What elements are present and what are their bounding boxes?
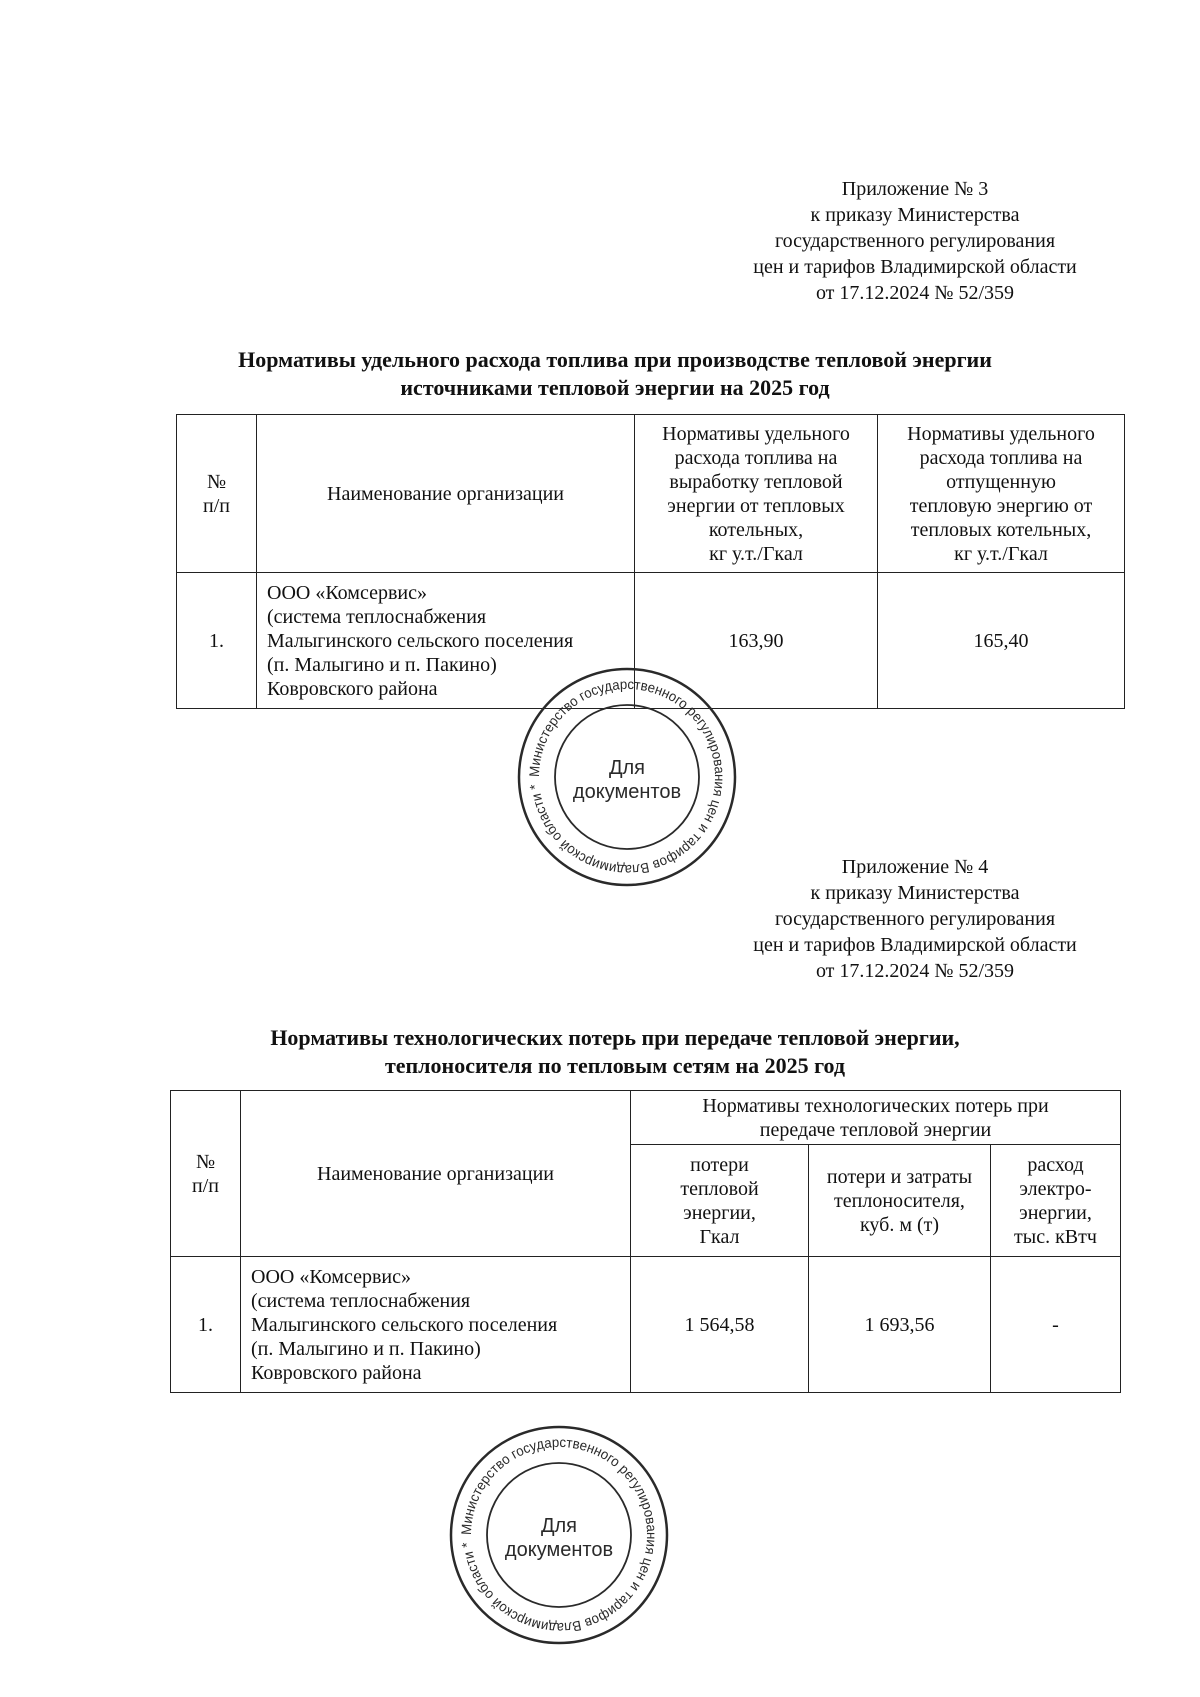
table-3-title <box>120 346 1110 402</box>
header-num-line-2: п/п <box>192 1174 219 1197</box>
appendix-4-line-1: Приложение № 4 <box>841 856 989 878</box>
org-line: (система теплоснабжения <box>251 1289 471 1312</box>
header-col2-line: потери и затраты <box>826 1165 973 1188</box>
table-4-header-col3 <box>991 1145 1121 1257</box>
table-4-row-org <box>241 1257 631 1393</box>
svg-text:документов: документов <box>504 1539 614 1561</box>
table-3-row-val2: 165,40 <box>878 573 1125 709</box>
header-col2-line: теплоносителя, <box>834 1189 965 1212</box>
header-col1-line: энергии, <box>683 1201 756 1224</box>
header-col1-line: энергии от тепловых <box>667 494 845 517</box>
table-4-title <box>120 1024 1110 1080</box>
header-col3-line: энергии, <box>1019 1201 1092 1224</box>
table-3-header-col2 <box>878 415 1125 573</box>
stamp-seal-icon <box>444 1420 674 1650</box>
table-3-title-line-1: Нормативы удельного расхода топлива при производстве тепловой энергии <box>238 347 992 372</box>
svg-text:документов: документов <box>572 781 682 803</box>
header-num-line-2: п/п <box>203 494 230 517</box>
table-3-header-org: Наименование организации <box>257 415 635 573</box>
header-col1-line: расхода топлива на <box>674 446 838 469</box>
header-col2-line: куб. м (т) <box>859 1213 940 1236</box>
svg-text:Для: Для <box>540 1515 578 1537</box>
appendix-4-line-5: от 17.12.2024 № 52/359 <box>815 960 1015 982</box>
header-col1-line: Гкал <box>699 1225 740 1248</box>
org-line: Ковровского района <box>251 1361 422 1384</box>
org-line: Малыгинского сельского поселения <box>267 629 574 652</box>
header-col3-line: электро- <box>1019 1177 1092 1200</box>
table-4-header-org: Наименование организации <box>241 1091 631 1257</box>
table-3-header-num <box>177 415 257 573</box>
appendix-3-line-4: цен и тарифов Владимирской области <box>753 256 1077 278</box>
org-line: Ковровского района <box>267 677 438 700</box>
header-col2-line: отпущенную <box>946 470 1056 493</box>
appendix-4-line-2: к приказу Министерства <box>810 882 1020 904</box>
org-line: (п. Малыгино и п. Пакино) <box>267 653 497 676</box>
header-col1-line: Нормативы удельного <box>662 422 850 445</box>
header-col2-line: тепловых котельных, <box>910 518 1092 541</box>
official-stamp <box>444 1420 674 1650</box>
header-col2-line: расхода топлива на <box>919 446 1083 469</box>
org-line: Малыгинского сельского поселения <box>251 1313 558 1336</box>
table-3-header-row <box>177 415 1125 573</box>
header-col1-line: кг у.т./Гкал <box>709 542 803 565</box>
header-group-line: Нормативы технологических потерь при <box>702 1094 1049 1117</box>
header-group-line: передаче тепловой энергии <box>759 1118 992 1141</box>
header-col3-line: тыс. кВтч <box>1014 1225 1097 1248</box>
appendix-3-line-1: Приложение № 3 <box>841 178 989 200</box>
table-3-title-line-2: источниками тепловой энергии на 2025 год <box>400 375 830 400</box>
header-num-line-1: № <box>195 1150 216 1173</box>
org-line: ООО «Комсервис» <box>267 581 427 604</box>
appendix-4-line-4: цен и тарифов Владимирской области <box>753 934 1077 956</box>
table-4-row-val2: 1 693,56 <box>809 1257 991 1393</box>
svg-text:Министерство государственного: Министерство государственного регулирования цен и тарифов Владимирской области * <box>525 675 729 879</box>
svg-text:Для: Для <box>608 757 646 779</box>
table-4-row-val3: - <box>991 1257 1121 1393</box>
table-4-header-row-1 <box>171 1091 1121 1145</box>
table-row <box>171 1257 1121 1393</box>
appendix-3-line-5: от 17.12.2024 № 52/359 <box>815 282 1015 304</box>
header-col2-line: кг у.т./Гкал <box>954 542 1048 565</box>
table-4-title-line-1: Нормативы технологических потерь при передаче тепловой энергии, <box>270 1025 960 1050</box>
header-col2-line: тепловую энергию от <box>909 494 1093 517</box>
header-col1-line: выработку тепловой <box>669 470 843 493</box>
table-4 <box>170 1090 1121 1393</box>
header-col2-line: Нормативы удельного <box>907 422 1095 445</box>
appendix-3-line-3: государственного регулирования <box>774 230 1056 252</box>
table-4-header-num <box>171 1091 241 1257</box>
table-4-row-val1: 1 564,58 <box>631 1257 809 1393</box>
table-4-title-line-2: теплоносителя по тепловым сетям на 2025 год <box>384 1053 846 1078</box>
org-line: (система теплоснабжения <box>267 605 487 628</box>
header-col1-line: потери <box>690 1153 749 1176</box>
appendix-4-header <box>700 854 1130 984</box>
appendix-4-line-3: государственного регулирования <box>774 908 1056 930</box>
table-3-row-val1: 163,90 <box>635 573 878 709</box>
table-4-header-group <box>631 1091 1121 1145</box>
table-4-row-num: 1. <box>171 1257 241 1393</box>
table-3-header-col1 <box>635 415 878 573</box>
org-line: ООО «Комсервис» <box>251 1265 411 1288</box>
header-col1-line: тепловой <box>680 1177 759 1200</box>
table-4-header-col1 <box>631 1145 809 1257</box>
svg-text:Министерство государственного: Министерство государственного регулирования цен и тарифов Владимирской области * <box>457 1433 661 1637</box>
appendix-3-line-2: к приказу Министерства <box>810 204 1020 226</box>
table-4-header-col2 <box>809 1145 991 1257</box>
header-num-line-1: № <box>206 470 227 493</box>
appendix-3-header <box>700 176 1130 306</box>
org-line: (п. Малыгино и п. Пакино) <box>251 1337 481 1360</box>
table-3-row-num: 1. <box>177 573 257 709</box>
header-col1-line: котельных, <box>708 518 804 541</box>
header-col3-line: расход <box>1027 1153 1084 1176</box>
